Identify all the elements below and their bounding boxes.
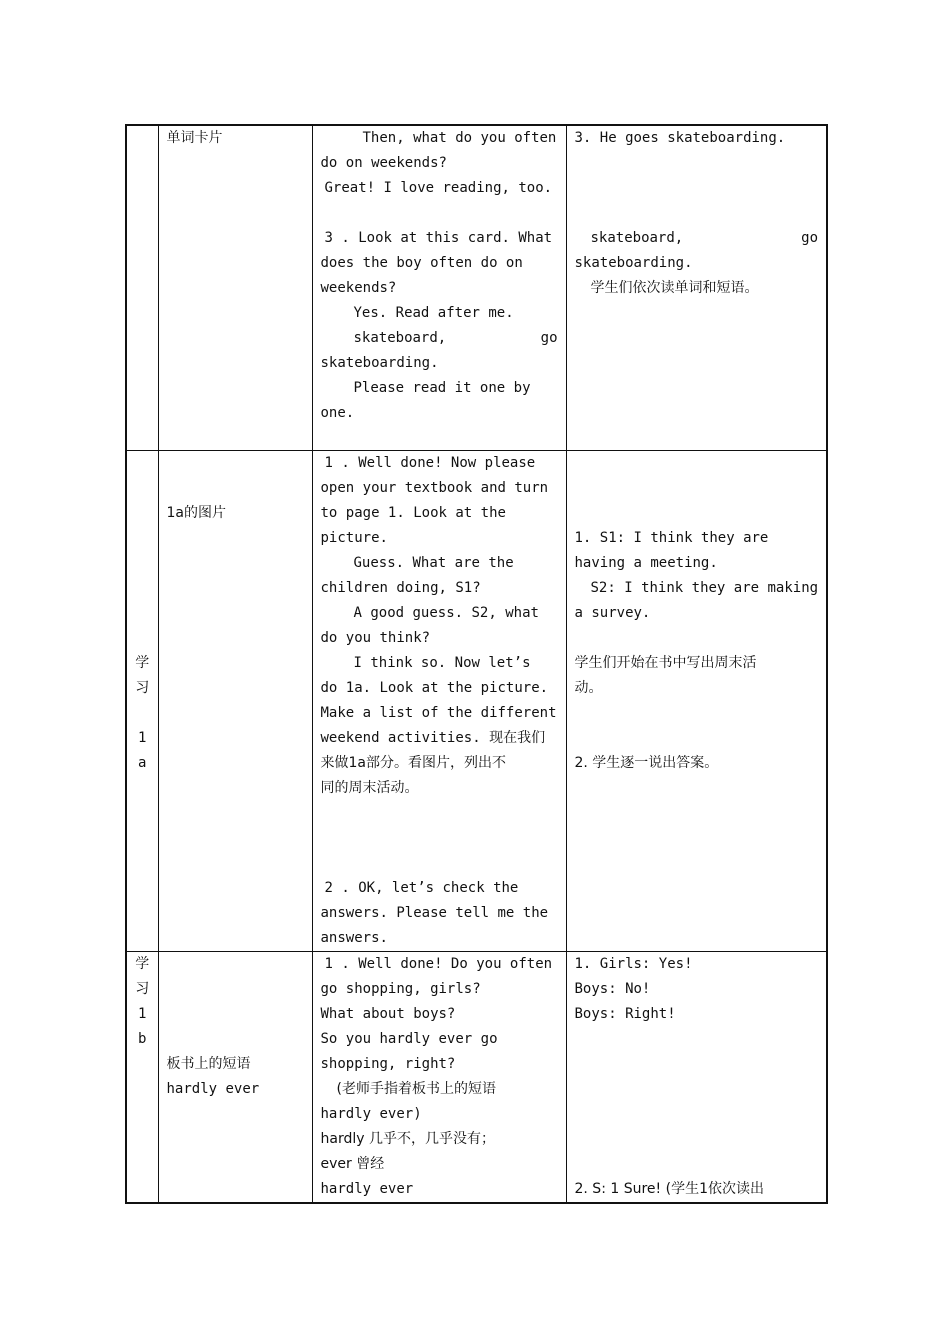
material-text: hardly ever — [166, 1080, 260, 1097]
text-line: answers. Please tell me the — [320, 904, 549, 921]
text-line: children doing, S1? — [320, 579, 481, 596]
text-line: picture. — [320, 529, 388, 546]
text-line: 2. 学生逐一说出答案。 — [574, 754, 719, 771]
text-line: hardly 几乎不，几乎没有； — [320, 1130, 495, 1147]
text-line: 1 . Well done! Do you often — [324, 955, 553, 972]
text-line: do on weekends? — [320, 155, 447, 171]
teacher-activity-cell — [312, 951, 566, 1203]
text-line: go shopping, girls? — [320, 980, 481, 997]
text-line: (老师手指着板书上的短语 — [336, 1080, 496, 1097]
text-line: does the boy often do on — [320, 255, 523, 271]
text-line: 1. S1: I think they are — [574, 529, 769, 546]
text-line: Yes. Read after me. — [353, 305, 514, 321]
text-line: Then, what do you often — [362, 130, 557, 146]
text-line: open your textbook and turn — [320, 479, 549, 496]
text-line: Boys: No! — [574, 980, 651, 997]
text-line: 同的周末活动。 — [320, 779, 419, 796]
text-line: So you hardly ever go — [320, 1030, 498, 1047]
teacher-activity-cell — [312, 450, 566, 951]
text-line: 3. He goes skateboarding. — [574, 130, 786, 146]
blank-line — [575, 201, 819, 226]
text-line: Make a list of the different — [320, 704, 557, 721]
text-line: Great! I love reading, too. — [324, 180, 553, 196]
blank-line — [321, 826, 558, 851]
teacher-activity-cell — [312, 125, 566, 450]
student-activity-cell — [566, 125, 827, 450]
text-line: weekend activities. 现在我们 — [320, 729, 546, 746]
text-line: S2: I think they are making — [590, 579, 819, 596]
section-label: 学 — [135, 955, 150, 972]
text-line: shopping, right? — [320, 1055, 456, 1072]
section-label: 习 — [135, 980, 150, 997]
text-line: 1. Girls: Yes! — [574, 955, 693, 972]
text-line: A good guess. S2, what — [353, 604, 539, 621]
section-label: a — [138, 754, 147, 771]
blank-line — [575, 1052, 819, 1077]
section-cell — [126, 450, 158, 951]
text-line: weekends? — [320, 280, 397, 296]
text-line: 3 . Look at this card. What — [324, 230, 553, 246]
text-line: 1 . Well done! Now please — [324, 454, 536, 471]
text-line: answers. — [320, 929, 388, 946]
blank-line — [575, 726, 819, 751]
text-line: 来做1a部分。看图片，列出不 — [320, 754, 506, 771]
blank-line — [575, 176, 819, 201]
text-word: go — [801, 230, 818, 246]
text-line: 动。 — [574, 679, 603, 696]
section-cell — [126, 951, 158, 1203]
text-line: do 1a. Look at the picture. — [320, 679, 549, 696]
material-text: 板书上的短语 — [166, 1055, 251, 1072]
section-label: b — [138, 1030, 147, 1047]
text-line: ever 曾经 — [320, 1155, 385, 1172]
blank-line — [575, 701, 819, 726]
text-line — [575, 226, 819, 251]
text-line: skateboarding. — [320, 355, 439, 371]
blank-line — [321, 801, 558, 826]
section-label: 学 — [135, 654, 150, 671]
text-line: hardly ever — [320, 1180, 414, 1197]
text-line: Boys: Right! — [574, 1005, 676, 1022]
material-cell — [158, 450, 312, 951]
lesson-plan-table — [125, 124, 828, 1204]
blank-line — [575, 151, 819, 176]
material-text: 1a的图片 — [166, 504, 226, 521]
text-line: hardly ever) — [320, 1105, 422, 1122]
text-line: 2 . OK, let’s check the — [324, 879, 519, 896]
text-line: 2. S: 1 Sure! (学生1依次读出 — [574, 1180, 764, 1197]
blank-line — [575, 1127, 819, 1152]
table-row — [126, 125, 827, 450]
text-line: 学生们开始在书中写出周末活 — [574, 654, 757, 671]
text-line: to page 1. Look at the — [320, 504, 506, 521]
student-activity-cell — [566, 951, 827, 1203]
table-row — [126, 450, 827, 951]
material-cell — [158, 951, 312, 1203]
blank-line — [575, 1102, 819, 1127]
text-line: skateboarding. — [574, 255, 693, 271]
blank-line — [321, 201, 558, 226]
material-cell — [158, 125, 312, 450]
text-line: a survey. — [574, 604, 651, 621]
text-line: 学生们依次读单词和短语。 — [590, 280, 759, 296]
student-activity-cell — [566, 450, 827, 951]
text-line: I think so. Now let’s — [353, 654, 531, 671]
blank-line — [127, 701, 158, 726]
text-line — [321, 326, 558, 351]
section-cell — [126, 125, 158, 450]
text-line: having a meeting. — [574, 554, 718, 571]
material-text: 单词卡片 — [166, 130, 223, 146]
section-label: 1 — [138, 729, 147, 746]
blank-line — [575, 1077, 819, 1102]
blank-line — [575, 1152, 819, 1177]
table-row — [126, 951, 827, 1203]
text-line: one. — [320, 405, 355, 421]
text-line: Please read it one by — [353, 380, 531, 396]
section-label: 习 — [135, 679, 150, 696]
blank-line — [321, 851, 558, 876]
text-line: Guess. What are the — [353, 554, 514, 571]
blank-line — [575, 626, 819, 651]
text-line: do you think? — [320, 629, 431, 646]
text-word: go — [540, 330, 558, 346]
text-word: skateboard, — [353, 330, 447, 346]
text-word: skateboard, — [590, 230, 684, 246]
section-label: 1 — [138, 1005, 147, 1022]
blank-line — [575, 1027, 819, 1052]
text-line: What about boys? — [320, 1005, 456, 1022]
